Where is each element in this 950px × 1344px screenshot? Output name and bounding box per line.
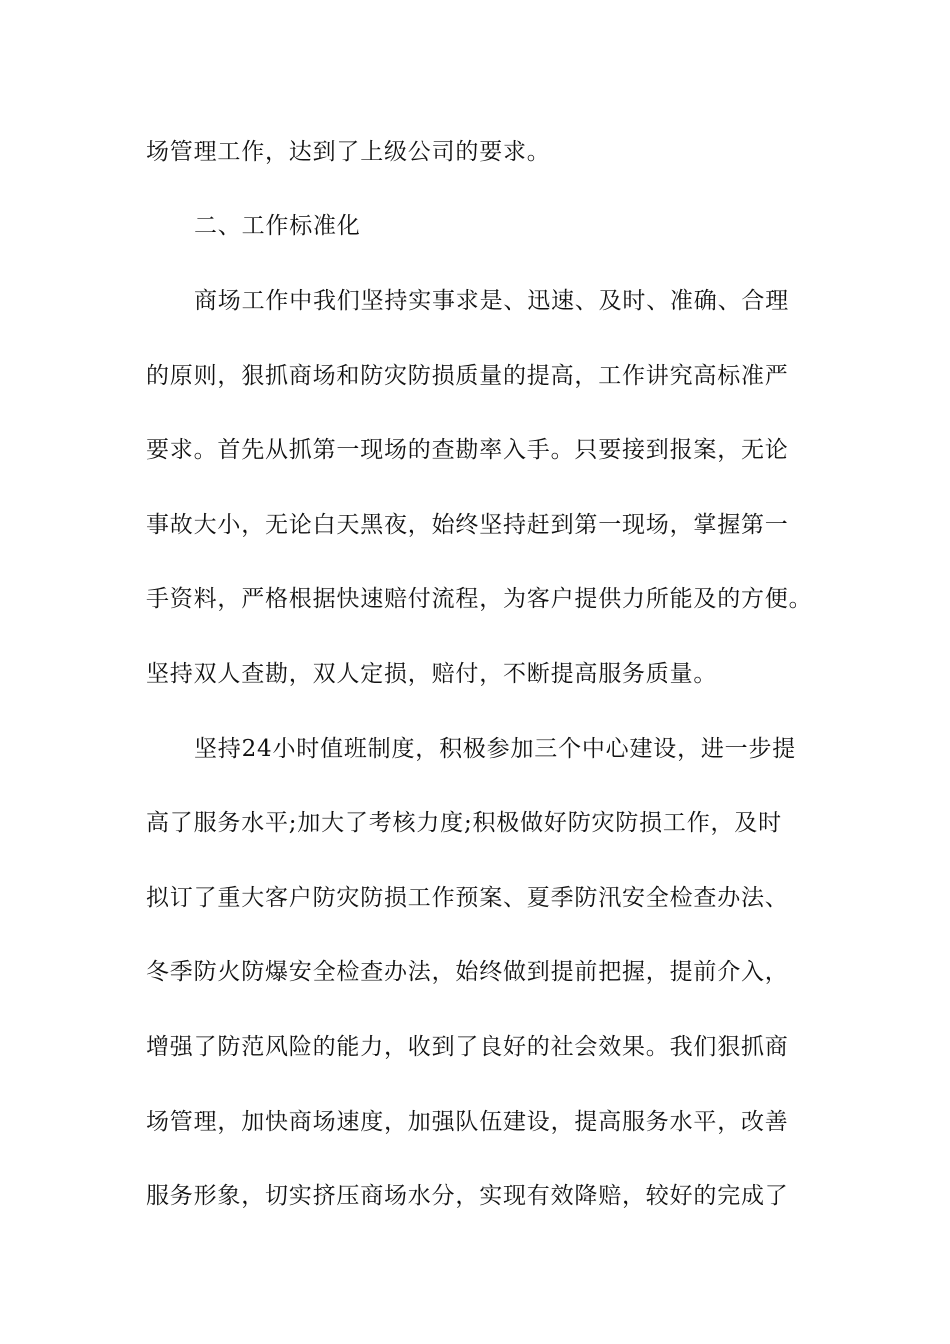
text-line: 场管理工作，达到了上级公司的要求。 — [146, 139, 551, 165]
text-line: 要求。首先从抓第一现场的查勘率入手。只要接到报案，无论 — [146, 437, 789, 463]
text-line: 服务形象，切实挤压商场水分，实现有效降赔，较好的完成了 — [146, 1183, 789, 1209]
text-line: 事故大小，无论白天黑夜，始终坚持赶到第一现场，掌握第一 — [146, 512, 789, 538]
text-line: 场管理，加快商场速度，加强队伍建设，提高服务水平，改善 — [146, 1109, 789, 1135]
text-line: 的原则，狠抓商场和防灾防损质量的提高，工作讲究高标准严 — [146, 363, 789, 389]
text-line: 拟订了重大客户防灾防损工作预案、夏季防汛安全检查办法、 — [146, 885, 789, 911]
text-line: 商场工作中我们坚持实事求是、迅速、及时、准确、合理 — [194, 288, 789, 314]
text-line: 手资料，严格根据快速赔付流程，为客户提供力所能及的方便。 — [146, 586, 813, 612]
text-line: 坚持24小时值班制度，积极参加三个中心建设，进一步提 — [194, 736, 797, 762]
text-line: 冬季防火防爆安全检查办法，始终做到提前把握，提前介入， — [146, 959, 789, 985]
text-line: 坚持双人查勘，双人定损，赔付，不断提高服务质量。 — [146, 661, 718, 687]
text-line: 增强了防范风险的能力，收到了良好的社会效果。我们狠抓商 — [146, 1034, 789, 1060]
text-line: 高了服务水平;加大了考核力度;积极做好防灾防损工作，及时 — [146, 810, 782, 836]
section-heading: 二、工作标准化 — [194, 213, 361, 239]
